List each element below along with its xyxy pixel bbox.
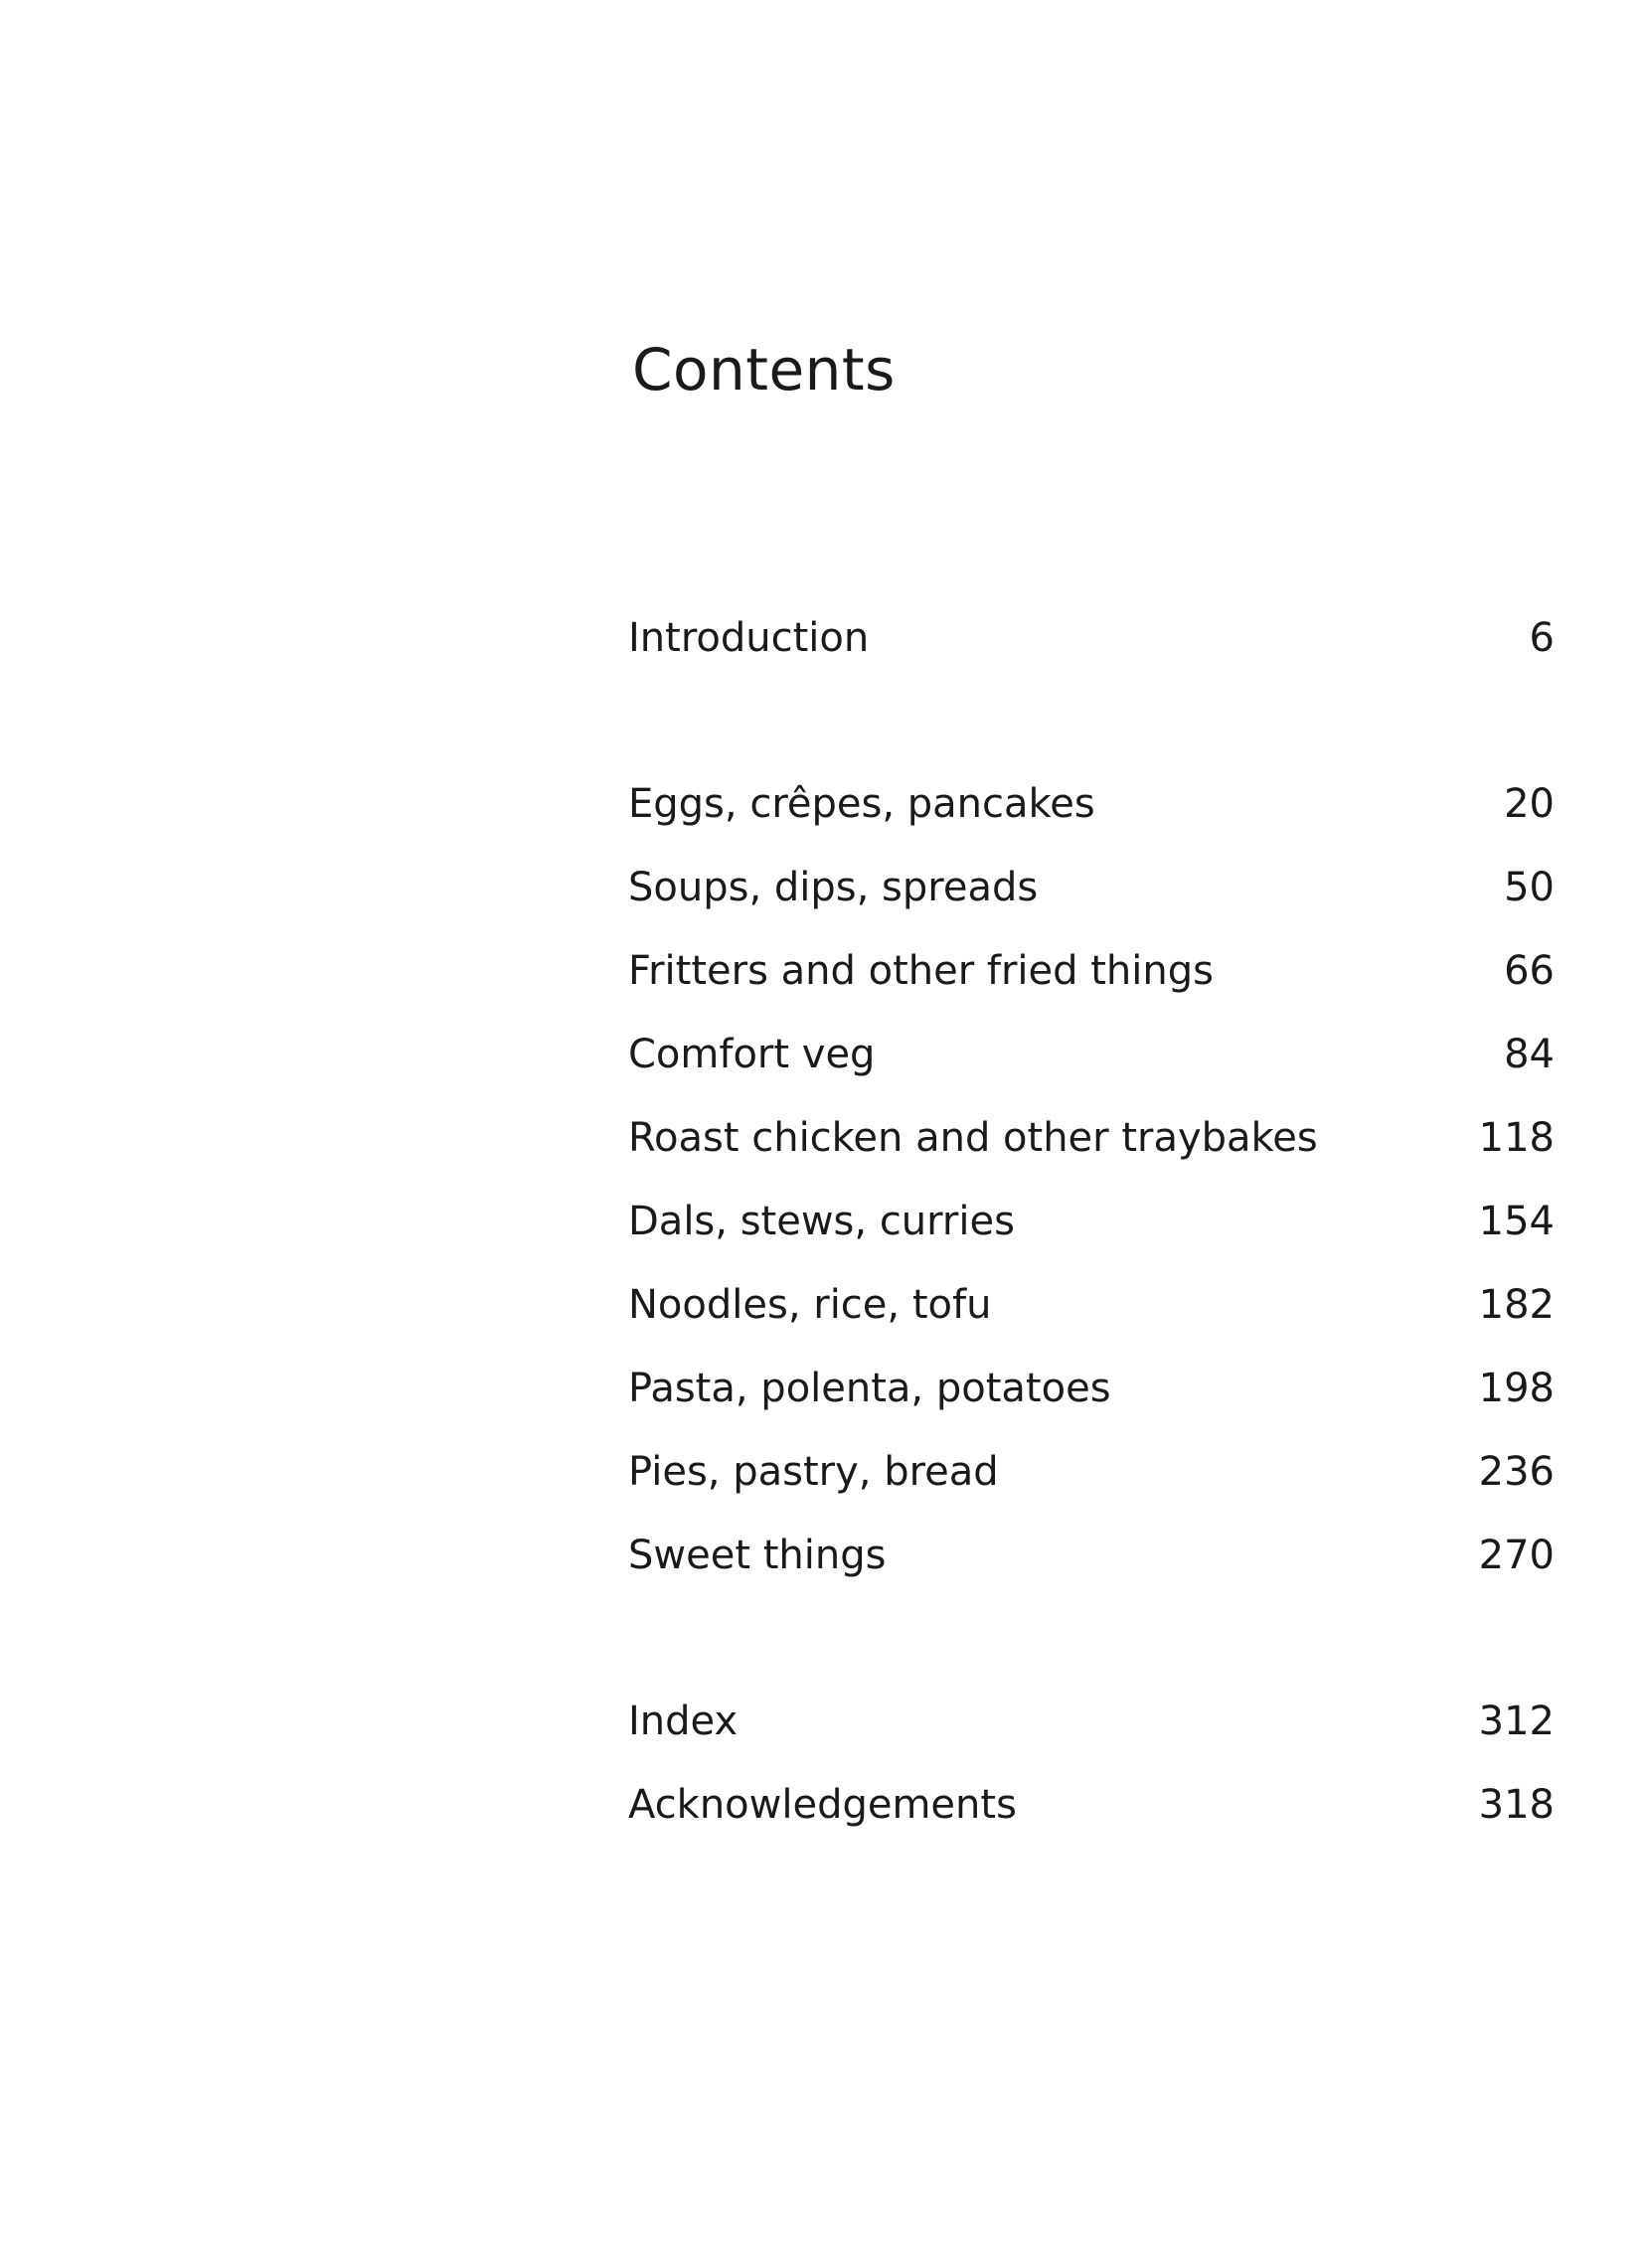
toc-chapters-group — [628, 762, 1555, 1597]
toc-entry-page: 50 — [1504, 865, 1555, 910]
toc-entry-title: Roast chicken and other traybakes — [628, 1115, 1318, 1161]
toc-entry-page: 66 — [1504, 948, 1555, 994]
toc-entry-title: Soups, dips, spreads — [628, 865, 1039, 910]
toc-entry-title: Pasta, polenta, potatoes — [628, 1366, 1111, 1411]
toc-entry-title: Noodles, rice, tofu — [628, 1282, 992, 1328]
toc-entry — [628, 1180, 1555, 1263]
toc-entry-page: 154 — [1478, 1199, 1555, 1244]
toc-entry — [628, 1347, 1555, 1430]
toc-entry-title: Introduction — [628, 615, 870, 661]
toc-intro-group — [628, 596, 1555, 680]
toc-entry-page: 318 — [1478, 1782, 1555, 1828]
toc-entry-page: 20 — [1504, 781, 1555, 827]
toc-entry-title: Eggs, crêpes, pancakes — [628, 781, 1095, 827]
toc-entry-title: Dals, stews, curries — [628, 1199, 1015, 1244]
toc-entry — [628, 1680, 1555, 1763]
toc-entry — [628, 1096, 1555, 1180]
toc-back-matter-group — [628, 1680, 1555, 1847]
toc-entry — [628, 1514, 1555, 1597]
toc-entry-title: Fritters and other fried things — [628, 948, 1214, 994]
toc-entry — [628, 1763, 1555, 1847]
toc-entry — [628, 1263, 1555, 1347]
toc-entry — [628, 596, 1555, 680]
toc-entry-title: Index — [628, 1699, 739, 1744]
toc-entry-page: 198 — [1478, 1366, 1555, 1411]
toc-entry-page: 84 — [1504, 1032, 1555, 1077]
page-title: Contents — [632, 336, 896, 404]
toc-entry — [628, 762, 1555, 846]
toc-entry-page: 270 — [1478, 1533, 1555, 1578]
toc-entry — [628, 929, 1555, 1013]
toc-entry-page: 236 — [1478, 1449, 1555, 1495]
toc-entry-page: 6 — [1529, 615, 1555, 661]
toc-entry-title: Pies, pastry, bread — [628, 1449, 999, 1495]
toc-entry-page: 182 — [1478, 1282, 1555, 1328]
toc-entry-page: 312 — [1478, 1699, 1555, 1744]
toc-entry-title: Acknowledgements — [628, 1782, 1017, 1828]
toc-entry — [628, 1430, 1555, 1514]
toc-entry-page: 118 — [1478, 1115, 1555, 1161]
toc-entry-title: Comfort veg — [628, 1032, 876, 1077]
toc-entry — [628, 846, 1555, 929]
toc-entry — [628, 1013, 1555, 1096]
toc-entry-title: Sweet things — [628, 1533, 887, 1578]
